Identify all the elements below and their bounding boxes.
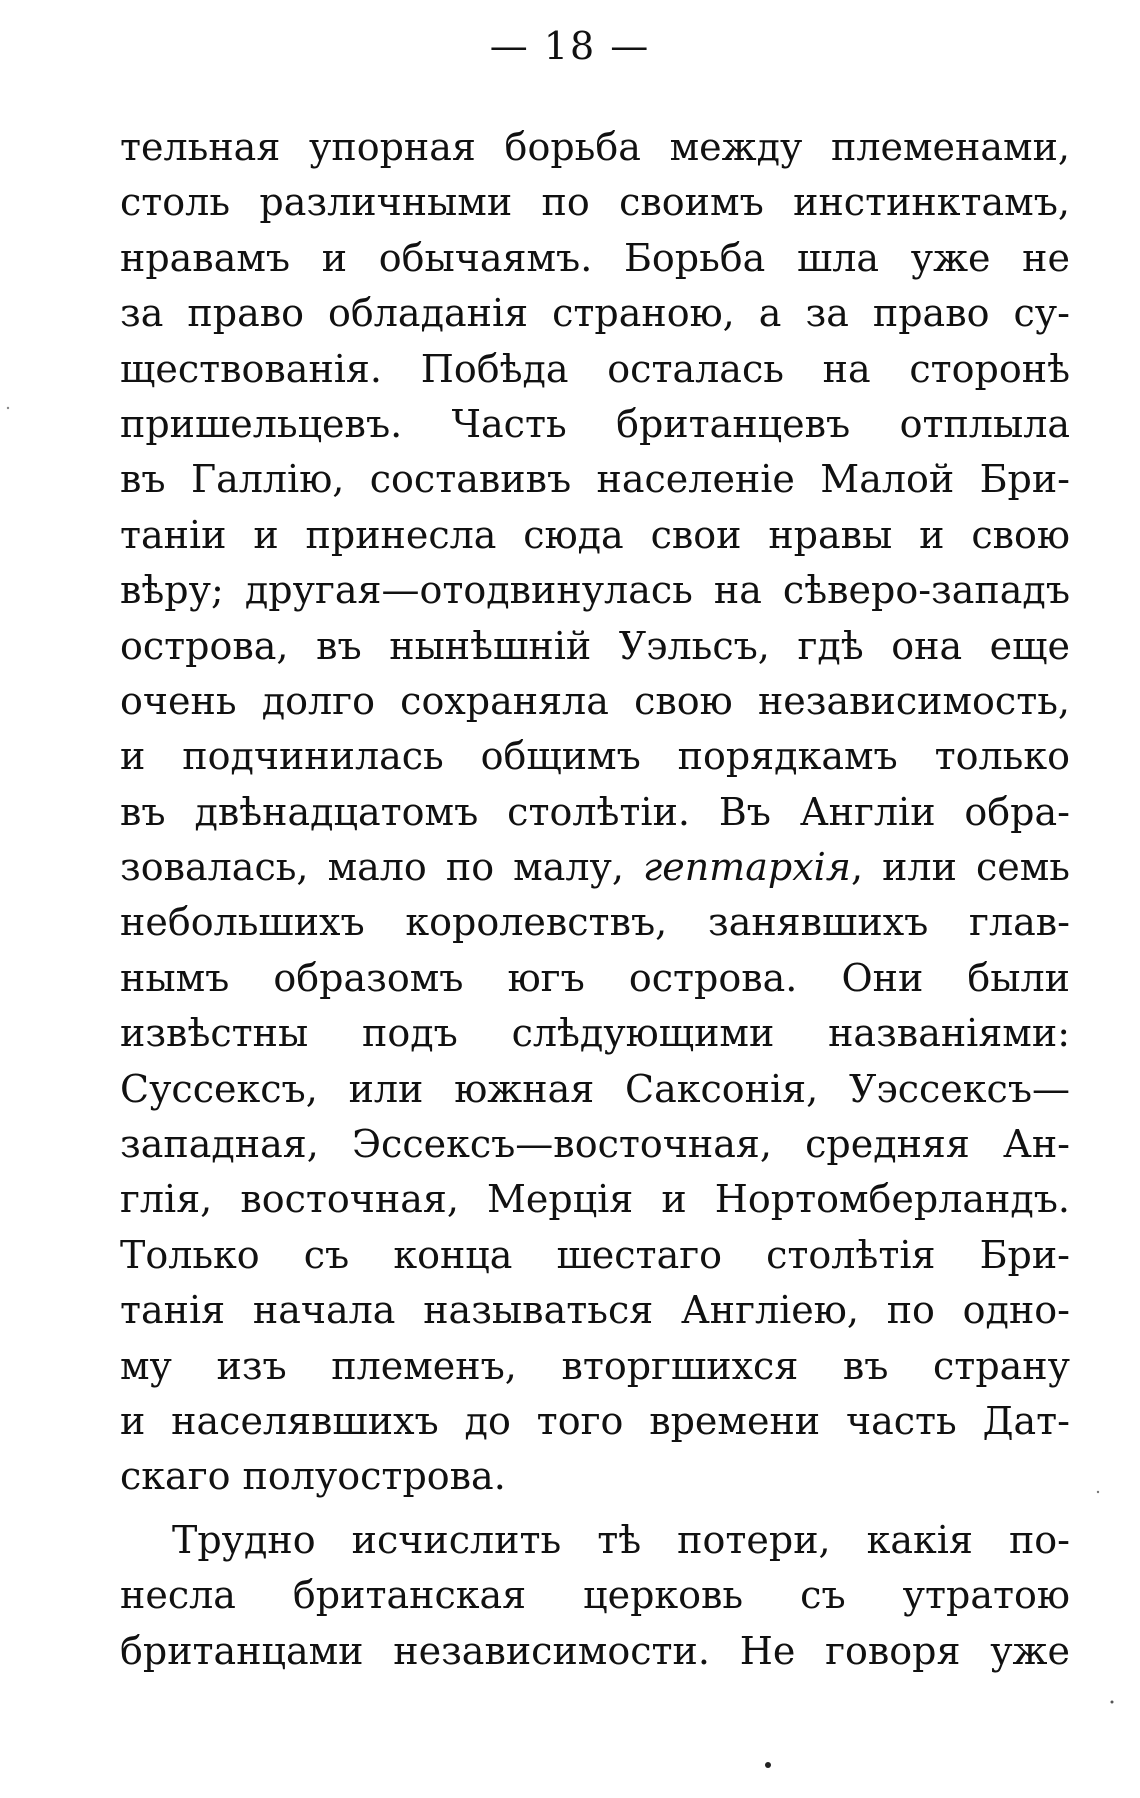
ink-speck [7,407,9,409]
text-line: скаго полуострова. [120,1454,506,1499]
text-line: и подчинилась общимъ порядкамъ только [120,734,1070,779]
text-line: столь различными по своимъ инстинктамъ, [120,180,1070,225]
line-text-after: , или семь [850,845,1070,890]
text-line: небольшихъ королевствъ, занявшихъ глав- [120,900,1070,945]
italic-term: гептархія [643,845,851,890]
text-line: таніи и принесла сюда свои нравы и свою [120,512,1070,557]
text-line: пришельцевъ. Часть британцевъ отплыла [120,401,1070,446]
text-line: Трудно исчислить тѣ потери, какія по- [172,1517,1070,1562]
body-text [120,120,1070,1679]
line-text-before: зовалась, мало по малу, [120,845,644,890]
ink-speck [1097,1491,1099,1493]
text-line: танія начала называться Англіею, по одно- [120,1288,1070,1333]
text-line: Только съ конца шестаго столѣтія Бри- [120,1232,1070,1277]
text-line: очень долго сохраняла свою независимость, [120,678,1070,723]
text-line: глія, восточная, Мерція и Нортомберландъ. [120,1177,1070,1222]
text-line: британцами независимости. Не говоря уже [120,1628,1070,1673]
text-line: несла британская церковь съ утратою [120,1573,1070,1618]
text-line: вѣру; другая—отодвинулась на сѣверо-западъ [120,568,1070,613]
ink-speck [1111,1701,1114,1704]
paragraph-1 [120,120,1070,1505]
text-line: извѣстны подъ слѣдующими названіями: [120,1011,1070,1056]
paragraph-gap [120,1505,1070,1513]
text-line: му изъ племенъ, вторгшихся въ страну [120,1343,1070,1388]
ink-speck [765,1762,771,1768]
text-line-with-italic [120,840,1070,895]
text-line: въ Галлію, составивъ населеніе Малой Бри- [120,457,1070,502]
text-line: въ двѣнадцатомъ столѣтіи. Въ Англіи обра- [120,789,1070,834]
text-line: за право обладанія страною, а за право су- [120,291,1070,336]
paragraph-2 [120,1513,1070,1679]
text-line: и населявшихъ до того времени часть Дат- [120,1398,1070,1443]
text-line: тельная упорная борьба между племенами, [120,125,1070,169]
text-line: ществованія. Побѣда осталась на сторонѣ [120,346,1070,391]
text-line: Суссексъ, или южная Саксонія, Уэссексъ— [120,1066,1070,1111]
page-number: — 18 — [489,24,651,68]
text-line: западная, Эссексъ—восточная, средняя Ан- [120,1122,1070,1167]
text-line: острова, въ нынѣшній Уэльсъ, гдѣ она еще [120,623,1070,668]
text-line: нравамъ и обычаямъ. Борьба шла уже не [120,235,1070,280]
text-line: нымъ образомъ югъ острова. Они были [120,955,1070,1000]
